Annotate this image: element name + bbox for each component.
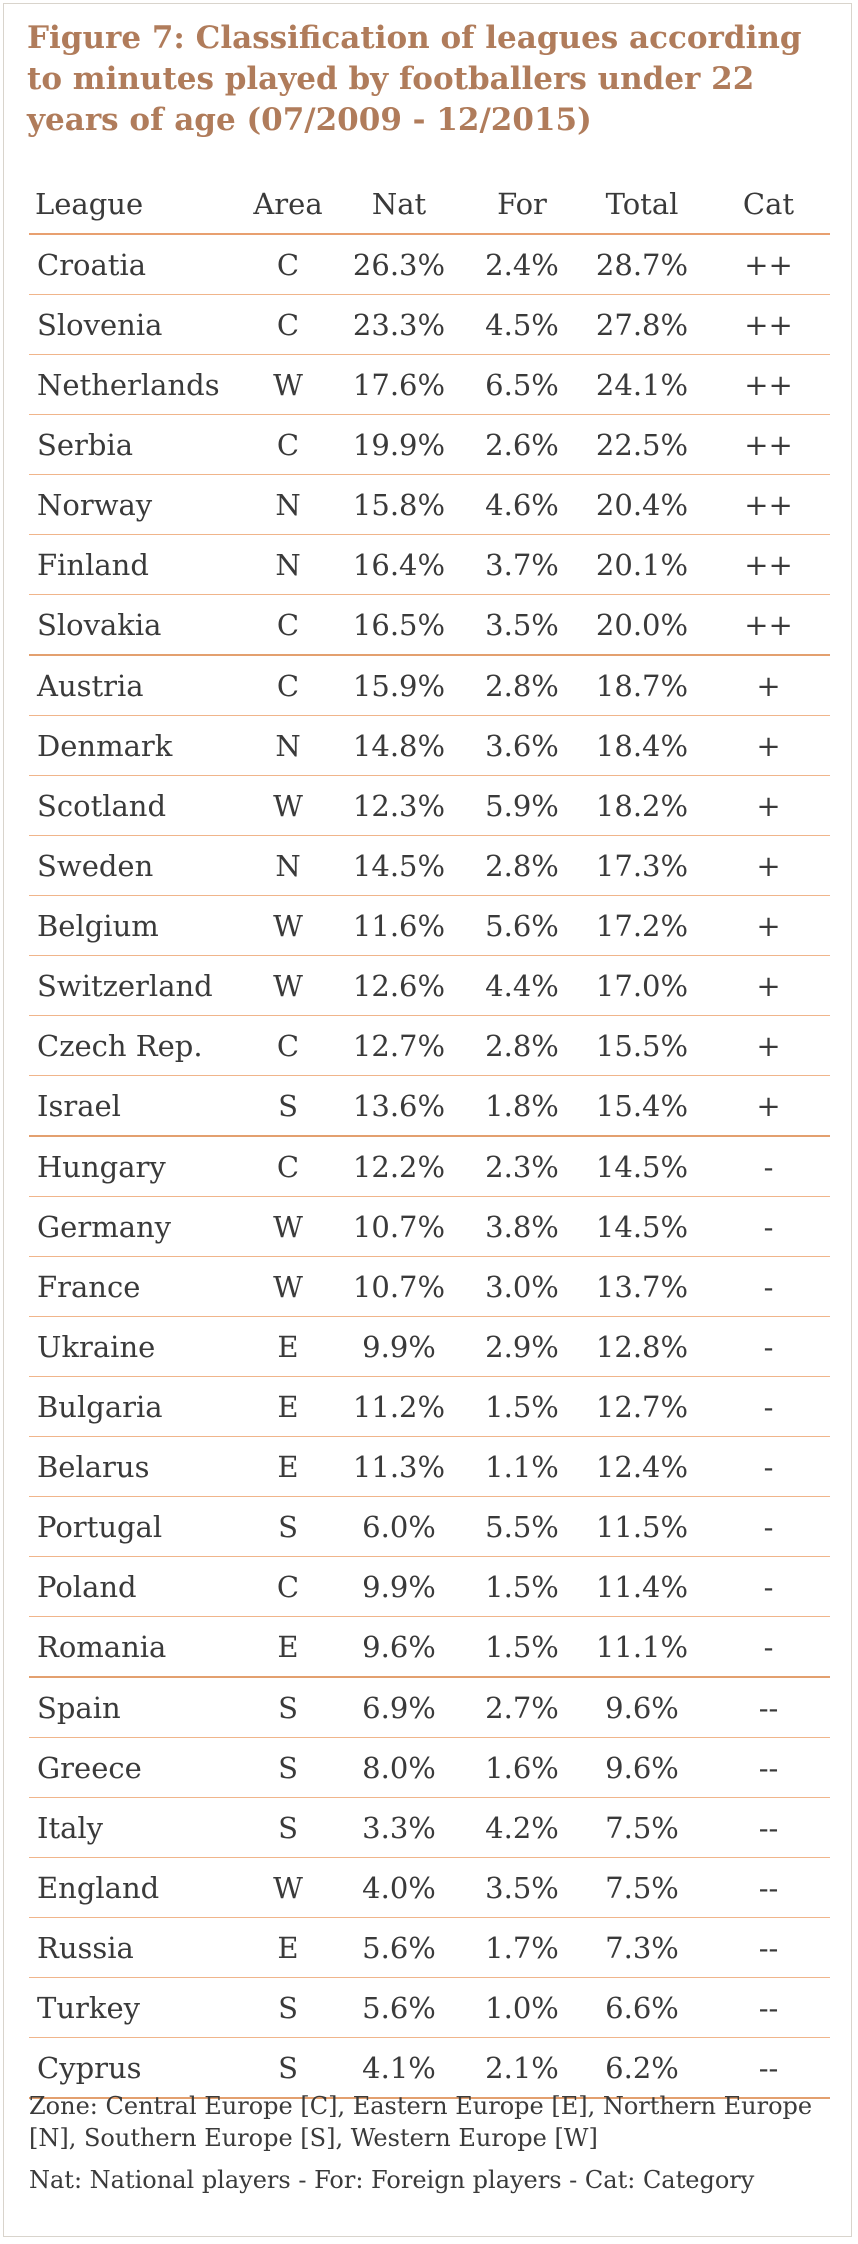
cell-for: 2.4% [467, 234, 577, 295]
cell-area: E [245, 1377, 331, 1437]
cell-nat: 19.9% [331, 415, 467, 475]
cell-league: Serbia [29, 415, 245, 475]
table-row [29, 1377, 830, 1437]
cell-league: Belgium [29, 896, 245, 956]
cell-league: Finland [29, 535, 245, 595]
table-row [29, 595, 830, 656]
cell-nat: 12.2% [331, 1136, 467, 1197]
cell-league: France [29, 1257, 245, 1317]
cell-cat: -- [707, 1677, 830, 1738]
cell-for: 2.6% [467, 415, 577, 475]
cell-nat: 14.8% [331, 716, 467, 776]
cell-cat: ++ [707, 355, 830, 415]
cell-area: N [245, 716, 331, 776]
cell-nat: 11.3% [331, 1437, 467, 1497]
table-row [29, 535, 830, 595]
cell-total: 9.6% [577, 1738, 707, 1798]
cell-area: W [245, 1257, 331, 1317]
cell-league: Switzerland [29, 956, 245, 1016]
cell-area: E [245, 1437, 331, 1497]
cell-league: Slovenia [29, 295, 245, 355]
cell-league: Belarus [29, 1437, 245, 1497]
cell-area: W [245, 896, 331, 956]
cell-league: Spain [29, 1677, 245, 1738]
col-header-total: Total [577, 175, 707, 234]
cell-league: England [29, 1858, 245, 1918]
table-row [29, 1076, 830, 1137]
cell-league: Poland [29, 1557, 245, 1617]
table-row [29, 836, 830, 896]
cell-cat: -- [707, 1798, 830, 1858]
col-header-area: Area [245, 175, 331, 234]
cell-cat: + [707, 836, 830, 896]
cell-for: 5.5% [467, 1497, 577, 1557]
cell-nat: 12.3% [331, 776, 467, 836]
cell-area: C [245, 1557, 331, 1617]
cell-nat: 10.7% [331, 1197, 467, 1257]
cell-for: 2.8% [467, 655, 577, 716]
cell-league: Bulgaria [29, 1377, 245, 1437]
cell-area: S [245, 1978, 331, 2038]
cell-total: 12.4% [577, 1437, 707, 1497]
cell-total: 18.4% [577, 716, 707, 776]
table-row [29, 1317, 830, 1377]
cell-for: 2.1% [467, 2038, 577, 2099]
cell-nat: 10.7% [331, 1257, 467, 1317]
table-row [29, 896, 830, 956]
cell-total: 22.5% [577, 415, 707, 475]
cell-for: 1.8% [467, 1076, 577, 1137]
cell-league: Germany [29, 1197, 245, 1257]
cell-for: 5.9% [467, 776, 577, 836]
cell-cat: - [707, 1197, 830, 1257]
cell-total: 9.6% [577, 1677, 707, 1738]
cell-for: 3.7% [467, 535, 577, 595]
table-row [29, 1497, 830, 1557]
cell-for: 1.1% [467, 1437, 577, 1497]
table-row [29, 355, 830, 415]
cell-for: 3.8% [467, 1197, 577, 1257]
col-header-league: League [29, 175, 245, 234]
cell-area: W [245, 355, 331, 415]
cell-league: Slovakia [29, 595, 245, 656]
cell-total: 13.7% [577, 1257, 707, 1317]
cell-total: 12.7% [577, 1377, 707, 1437]
cell-nat: 5.6% [331, 1918, 467, 1978]
cell-for: 4.6% [467, 475, 577, 535]
cell-nat: 11.2% [331, 1377, 467, 1437]
cell-league: Sweden [29, 836, 245, 896]
cell-cat: + [707, 896, 830, 956]
cell-cat: + [707, 1076, 830, 1137]
cell-league: Romania [29, 1617, 245, 1678]
cell-nat: 5.6% [331, 1978, 467, 2038]
cell-league: Cyprus [29, 2038, 245, 2099]
cell-area: N [245, 475, 331, 535]
cell-league: Denmark [29, 716, 245, 776]
cell-area: N [245, 836, 331, 896]
table-row [29, 1858, 830, 1918]
cell-league: Greece [29, 1738, 245, 1798]
cell-area: E [245, 1918, 331, 1978]
cell-for: 3.0% [467, 1257, 577, 1317]
table-row [29, 1738, 830, 1798]
cell-cat: + [707, 655, 830, 716]
cell-league: Netherlands [29, 355, 245, 415]
table-row [29, 655, 830, 716]
abbreviation-legend: Nat: National players - For: Foreign players - Cat: Category [29, 2166, 755, 2194]
cell-nat: 9.9% [331, 1317, 467, 1377]
cell-total: 6.6% [577, 1978, 707, 2038]
cell-cat: -- [707, 2038, 830, 2099]
cell-league: Israel [29, 1076, 245, 1137]
cell-nat: 6.9% [331, 1677, 467, 1738]
figure-title: Figure 7: Classification of leagues according to minutes played by footballers under 22 years of age (07/2009 - 12/2015) [27, 20, 802, 138]
cell-league: Italy [29, 1798, 245, 1858]
cell-area: S [245, 2038, 331, 2099]
table-row [29, 1978, 830, 2038]
cell-for: 4.5% [467, 295, 577, 355]
league-table [29, 175, 830, 2099]
cell-area: E [245, 1317, 331, 1377]
cell-cat: ++ [707, 475, 830, 535]
cell-for: 1.5% [467, 1557, 577, 1617]
cell-nat: 9.9% [331, 1557, 467, 1617]
cell-nat: 6.0% [331, 1497, 467, 1557]
cell-league: Turkey [29, 1978, 245, 2038]
cell-for: 1.5% [467, 1377, 577, 1437]
table-row [29, 1136, 830, 1197]
cell-total: 15.4% [577, 1076, 707, 1137]
cell-for: 2.3% [467, 1136, 577, 1197]
cell-nat: 15.8% [331, 475, 467, 535]
cell-league: Scotland [29, 776, 245, 836]
cell-for: 3.6% [467, 716, 577, 776]
table-row [29, 1798, 830, 1858]
cell-cat: - [707, 1617, 830, 1678]
cell-area: C [245, 595, 331, 656]
cell-for: 2.8% [467, 1016, 577, 1076]
cell-for: 6.5% [467, 355, 577, 415]
table-notes [29, 2090, 829, 2206]
cell-area: S [245, 1677, 331, 1738]
cell-area: W [245, 1858, 331, 1918]
cell-area: C [245, 295, 331, 355]
cell-total: 7.5% [577, 1798, 707, 1858]
cell-league: Hungary [29, 1136, 245, 1197]
cell-nat: 16.5% [331, 595, 467, 656]
table-row [29, 1677, 830, 1738]
cell-total: 17.2% [577, 896, 707, 956]
table-row [29, 475, 830, 535]
cell-total: 14.5% [577, 1197, 707, 1257]
cell-area: S [245, 1497, 331, 1557]
cell-cat: ++ [707, 415, 830, 475]
cell-cat: -- [707, 1858, 830, 1918]
col-header-cat: Cat [707, 175, 830, 234]
cell-total: 11.5% [577, 1497, 707, 1557]
cell-for: 4.2% [467, 1798, 577, 1858]
cell-area: C [245, 655, 331, 716]
cell-for: 1.7% [467, 1918, 577, 1978]
cell-cat: ++ [707, 535, 830, 595]
cell-league: Ukraine [29, 1317, 245, 1377]
table-row [29, 295, 830, 355]
cell-nat: 11.6% [331, 896, 467, 956]
cell-for: 1.5% [467, 1617, 577, 1678]
table-row [29, 415, 830, 475]
cell-nat: 16.4% [331, 535, 467, 595]
table-row [29, 1918, 830, 1978]
cell-for: 5.6% [467, 896, 577, 956]
cell-area: C [245, 234, 331, 295]
cell-area: E [245, 1617, 331, 1678]
cell-nat: 17.6% [331, 355, 467, 415]
table-row [29, 776, 830, 836]
cell-nat: 12.7% [331, 1016, 467, 1076]
table-row [29, 1197, 830, 1257]
table-row [29, 1437, 830, 1497]
cell-cat: - [707, 1437, 830, 1497]
cell-area: S [245, 1738, 331, 1798]
cell-total: 28.7% [577, 234, 707, 295]
cell-nat: 4.0% [331, 1858, 467, 1918]
cell-league: Czech Rep. [29, 1016, 245, 1076]
zone-legend: Zone: Central Europe [C], Eastern Europe [E], Northern Europe [N], Southern Europe [S], Western Europe [W] [29, 2092, 813, 2152]
cell-for: 4.4% [467, 956, 577, 1016]
cell-league: Austria [29, 655, 245, 716]
cell-for: 1.6% [467, 1738, 577, 1798]
cell-cat: + [707, 1016, 830, 1076]
cell-total: 6.2% [577, 2038, 707, 2099]
cell-for: 2.9% [467, 1317, 577, 1377]
cell-nat: 12.6% [331, 956, 467, 1016]
cell-nat: 23.3% [331, 295, 467, 355]
cell-cat: + [707, 956, 830, 1016]
cell-total: 18.2% [577, 776, 707, 836]
cell-total: 12.8% [577, 1317, 707, 1377]
table-body [29, 234, 830, 2098]
cell-total: 20.0% [577, 595, 707, 656]
cell-area: C [245, 1136, 331, 1197]
cell-total: 24.1% [577, 355, 707, 415]
table-row [29, 1016, 830, 1076]
table-header-row [29, 175, 830, 234]
cell-nat: 13.6% [331, 1076, 467, 1137]
cell-area: W [245, 1197, 331, 1257]
cell-league: Norway [29, 475, 245, 535]
cell-cat: + [707, 776, 830, 836]
cell-total: 20.4% [577, 475, 707, 535]
cell-nat: 14.5% [331, 836, 467, 896]
cell-league: Croatia [29, 234, 245, 295]
table-row [29, 1617, 830, 1678]
cell-total: 7.3% [577, 1918, 707, 1978]
cell-cat: ++ [707, 295, 830, 355]
cell-nat: 8.0% [331, 1738, 467, 1798]
cell-cat: ++ [707, 595, 830, 656]
cell-total: 11.1% [577, 1617, 707, 1678]
cell-nat: 26.3% [331, 234, 467, 295]
cell-for: 3.5% [467, 1858, 577, 1918]
cell-area: W [245, 776, 331, 836]
cell-total: 15.5% [577, 1016, 707, 1076]
cell-cat: - [707, 1377, 830, 1437]
table-row [29, 956, 830, 1016]
cell-area: S [245, 1798, 331, 1858]
cell-total: 20.1% [577, 535, 707, 595]
cell-for: 2.8% [467, 836, 577, 896]
cell-nat: 3.3% [331, 1798, 467, 1858]
cell-area: S [245, 1076, 331, 1137]
cell-league: Portugal [29, 1497, 245, 1557]
col-header-for: For [467, 175, 577, 234]
cell-nat: 4.1% [331, 2038, 467, 2099]
cell-area: C [245, 415, 331, 475]
cell-total: 14.5% [577, 1136, 707, 1197]
cell-area: C [245, 1016, 331, 1076]
cell-for: 1.0% [467, 1978, 577, 2038]
cell-cat: -- [707, 1978, 830, 2038]
cell-cat: - [707, 1557, 830, 1617]
cell-nat: 9.6% [331, 1617, 467, 1678]
cell-cat: - [707, 1257, 830, 1317]
cell-total: 7.5% [577, 1858, 707, 1918]
table-row [29, 716, 830, 776]
cell-league: Russia [29, 1918, 245, 1978]
cell-total: 17.0% [577, 956, 707, 1016]
cell-cat: -- [707, 1738, 830, 1798]
cell-for: 2.7% [467, 1677, 577, 1738]
cell-total: 27.8% [577, 295, 707, 355]
cell-total: 18.7% [577, 655, 707, 716]
table-row [29, 1257, 830, 1317]
cell-total: 17.3% [577, 836, 707, 896]
cell-total: 11.4% [577, 1557, 707, 1617]
col-header-nat: Nat [331, 175, 467, 234]
cell-cat: ++ [707, 234, 830, 295]
table-row [29, 2038, 830, 2099]
cell-cat: + [707, 716, 830, 776]
cell-for: 3.5% [467, 595, 577, 656]
cell-nat: 15.9% [331, 655, 467, 716]
cell-cat: - [707, 1136, 830, 1197]
cell-cat: - [707, 1317, 830, 1377]
cell-area: W [245, 956, 331, 1016]
cell-area: N [245, 535, 331, 595]
table-row [29, 234, 830, 295]
cell-cat: - [707, 1497, 830, 1557]
cell-cat: -- [707, 1918, 830, 1978]
table-row [29, 1557, 830, 1617]
